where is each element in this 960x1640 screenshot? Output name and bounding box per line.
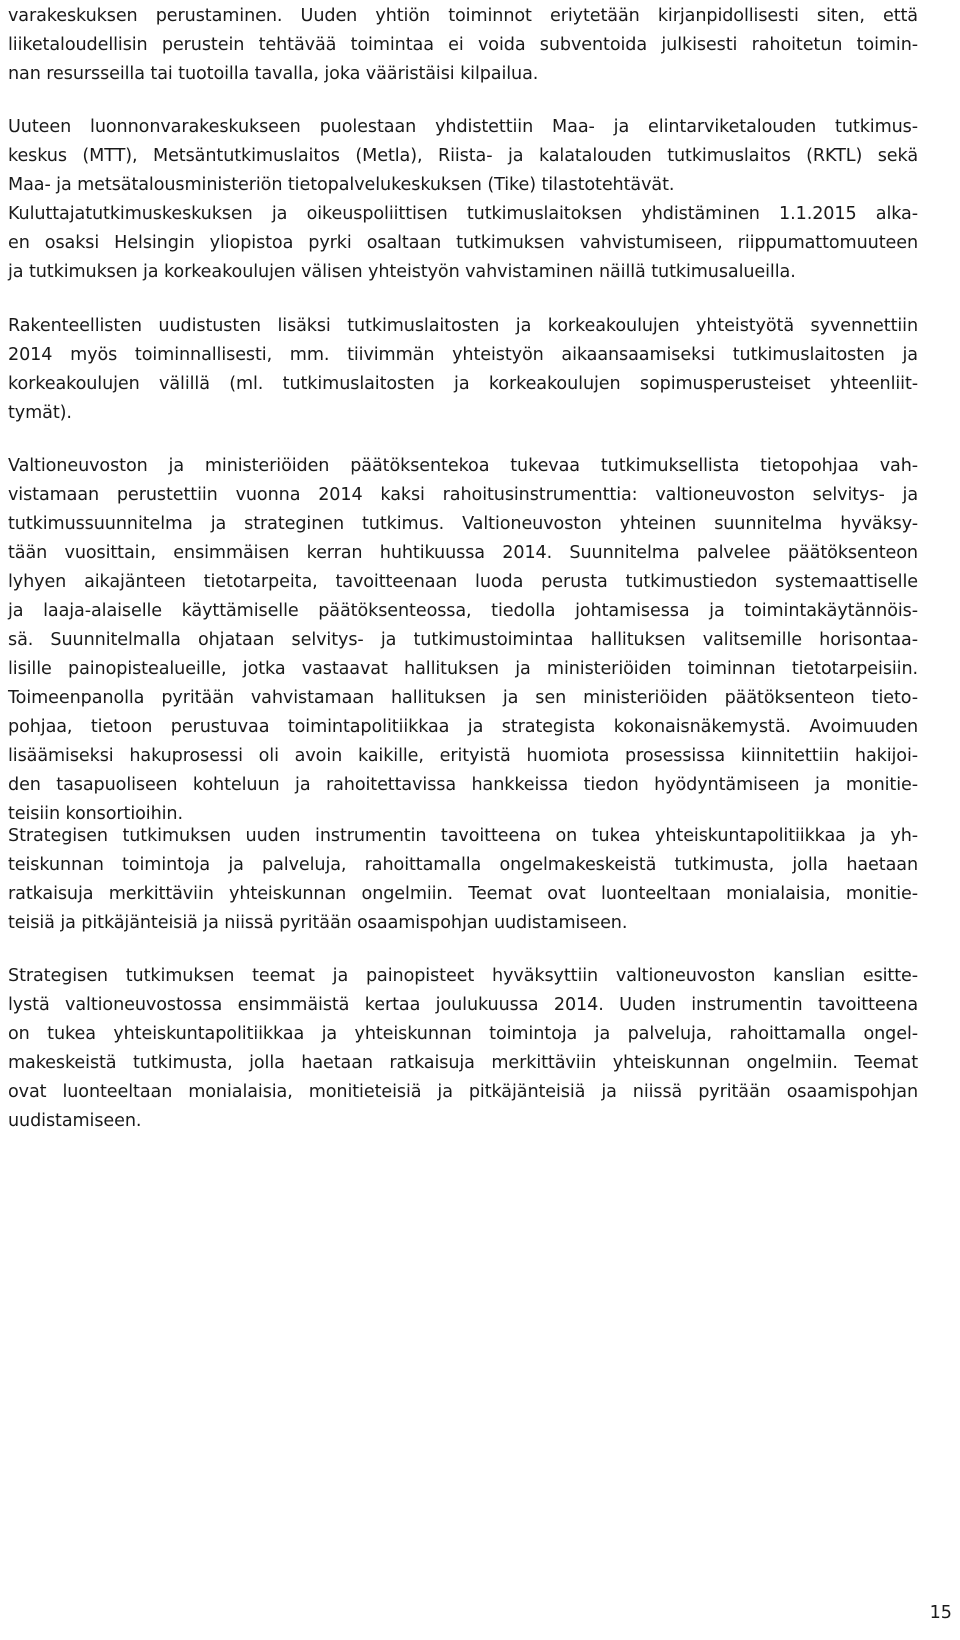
- text-line: keskus (MTT), Metsäntutkimuslaitos (Metla), Riista- ja kalatalouden tutkimuslaitos (RKTL) sekä: [8, 146, 918, 166]
- text-line: varakeskuksen perustaminen. Uuden yhtiön toiminnot eriytetään kirjanpidollisesti siten, että: [8, 6, 918, 26]
- text-line: nan resursseilla tai tuotoilla tavalla, joka vääristäisi kilpailua.: [8, 64, 539, 84]
- text-line: ja tutkimuksen ja korkeakoulujen välisen yhteistyön vahvistaminen näillä tutkimusalueilla.: [8, 262, 796, 282]
- text-line: Maa- ja metsätalousministeriön tietopalvelukeskuksen (Tike) tilastotehtävät.: [8, 175, 675, 195]
- text-line: den tasapuoliseen kohteluun ja rahoitettavissa hankkeissa tiedon hyödyntämiseen ja monitie-: [8, 775, 918, 795]
- text-line: ja laaja-alaiselle käyttämiselle päätöksenteossa, tiedolla johtamisessa ja toimintakäytännöis-: [8, 601, 918, 621]
- paragraph-3: [8, 312, 918, 428]
- text-line: on tukea yhteiskuntapolitiikkaa ja yhteiskunnan toimintoja ja palveluja, rahoittamalla ongel-: [8, 1024, 918, 1044]
- text-line: lisäämiseksi hakuprosessi oli avoin kaikille, erityistä huomiota prosessissa kiinnitettiin hakijoi-: [8, 746, 918, 766]
- text-line: ovat luonteeltaan monialaisia, monitieteisiä ja pitkäjänteisiä ja niissä pyritään osaamispohjan: [8, 1082, 918, 1102]
- text-line: Strategisen tutkimuksen teemat ja painopisteet hyväksyttiin valtioneuvoston kanslian esitte-: [8, 966, 918, 986]
- text-line: Kuluttajatutkimuskeskuksen ja oikeuspoliittisen tutkimuslaitoksen yhdistäminen 1.1.2015 alka-: [8, 204, 918, 224]
- text-line: liiketaloudellisin perustein tehtävää toimintaa ei voida subventoida julkisesti rahoitetun toimin-: [8, 35, 918, 55]
- text-line: lystä valtioneuvostossa ensimmäistä kertaa joulukuussa 2014. Uuden instrumentin tavoitteena: [8, 995, 918, 1015]
- text-line: tymät).: [8, 403, 72, 423]
- text-line: teisiin konsortioihin.: [8, 804, 183, 824]
- text-line: teiskunnan toimintoja ja palveluja, rahoittamalla ongelmakeskeistä tutkimusta, jolla haetaan: [8, 855, 918, 875]
- text-line: pohjaa, tietoon perustuvaa toimintapolitiikkaa ja strategista kokonaisnäkemystä. Avoimuuden: [8, 717, 918, 737]
- text-line: 2014 myös toiminnallisesti, mm. tiivimmän yhteistyön aikaansaamiseksi tutkimuslaitosten ja: [8, 345, 918, 365]
- paragraph-5: [8, 822, 918, 938]
- text-line: Toimeenpanolla pyritään vahvistamaan hallituksen ja sen ministeriöiden päätöksenteon tieto-: [8, 688, 918, 708]
- text-line: Strategisen tutkimuksen uuden instrumentin tavoitteena on tukea yhteiskuntapolitiikkaa ja yh-: [8, 826, 918, 846]
- text-line: tään vuosittain, ensimmäisen kerran huhtikuussa 2014. Suunnitelma palvelee päätöksenteon: [8, 543, 918, 563]
- text-line: uudistamiseen.: [8, 1111, 142, 1131]
- text-line: teisiä ja pitkäjänteisiä ja niissä pyritään osaamispohjan uudistamiseen.: [8, 913, 628, 933]
- text-line: sä. Suunnitelmalla ohjataan selvitys- ja tutkimustoimintaa hallituksen valitsemille horisontaa-: [8, 630, 918, 650]
- text-line: Rakenteellisten uudistusten lisäksi tutkimuslaitosten ja korkeakoulujen yhteistyötä syvennettiin: [8, 316, 918, 336]
- text-line: ratkaisuja merkittäviin yhteiskunnan ongelmiin. Teemat ovat luonteeltaan monialaisia, monitie-: [8, 884, 918, 904]
- paragraph-4: [8, 452, 918, 829]
- text-line: lisille painopistealueille, jotka vastaavat hallituksen ja ministeriöiden toiminnan tietotarpeisiin.: [8, 659, 918, 679]
- text-line: en osaksi Helsingin yliopistoa pyrki osaltaan tutkimuksen vahvistumiseen, riippumattomuuteen: [8, 233, 918, 253]
- paragraph-2: [8, 113, 918, 287]
- page-number: 15: [929, 1603, 952, 1623]
- text-line: lyhyen aikajänteen tietotarpeita, tavoitteenaan luoda perusta tutkimustiedon systemaattiselle: [8, 572, 918, 592]
- text-line: makeskeistä tutkimusta, jolla haetaan ratkaisuja merkittäviin yhteiskunnan ongelmiin. Teemat: [8, 1053, 918, 1073]
- paragraph-6: [8, 962, 918, 1136]
- text-line: tutkimussuunnitelma ja strateginen tutkimus. Valtioneuvoston yhteinen suunnitelma hyväksy-: [8, 514, 918, 534]
- text-line: Uuteen luonnonvarakeskukseen puolestaan yhdistettiin Maa- ja elintarviketalouden tutkimus-: [8, 117, 918, 137]
- paragraph-1: [8, 2, 918, 89]
- text-line: korkeakoulujen välillä (ml. tutkimuslaitosten ja korkeakoulujen sopimusperusteiset yhteenliit-: [8, 374, 918, 394]
- text-line: Valtioneuvoston ja ministeriöiden päätöksentekoa tukevaa tutkimuksellista tietopohjaa vah-: [8, 456, 918, 476]
- text-line: vistamaan perustettiin vuonna 2014 kaksi rahoitusinstrumenttia: valtioneuvoston selvitys- ja: [8, 485, 918, 505]
